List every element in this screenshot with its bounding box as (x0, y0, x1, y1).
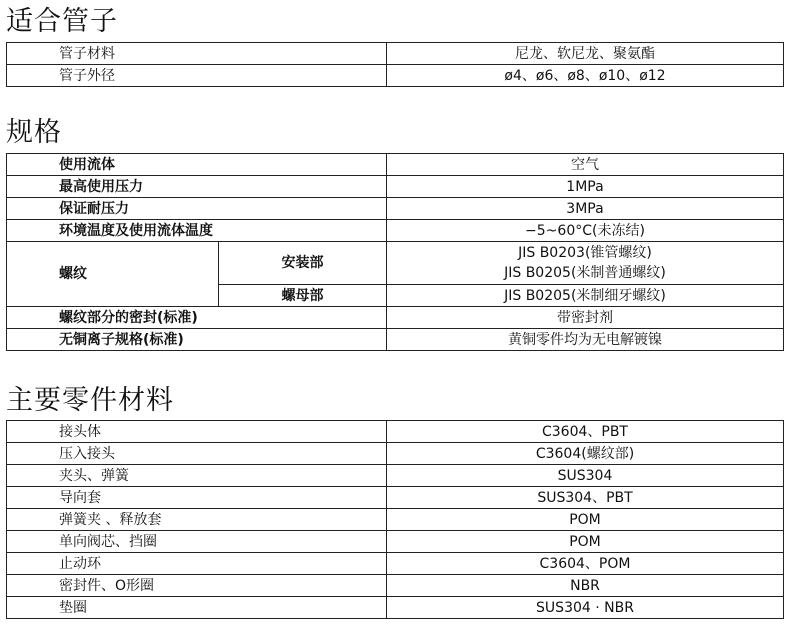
row-label: 接头体 (7, 421, 387, 443)
table-row (7, 307, 784, 329)
row-label: 止动环 (7, 553, 387, 575)
row-value: C3604、POM (387, 553, 784, 575)
table-row (7, 487, 784, 509)
table-row (7, 465, 784, 487)
row-value: NBR (387, 575, 784, 597)
thread-nut-label: 螺母部 (219, 285, 387, 307)
row-value: SUS304 · NBR (387, 597, 784, 619)
row-value: C3604(螺纹部) (387, 443, 784, 465)
row-label: 密封件、O形圈 (7, 575, 387, 597)
row-value: ø4、ø6、ø8、ø10、ø12 (387, 65, 784, 87)
row-label: 管子材料 (7, 43, 387, 65)
parts-table (6, 420, 784, 619)
thread-install-value-line: JIS B0205(米制普通螺纹) (504, 265, 666, 281)
row-label: 最高使用压力 (7, 176, 387, 198)
section-title-parts: 主要零件材料 (6, 385, 174, 416)
row-value: POM (387, 531, 784, 553)
row-value: C3604、PBT (387, 421, 784, 443)
table-row (7, 553, 784, 575)
section-title-tubes: 适合管子 (6, 6, 118, 37)
row-label: 无铜离子规格(标准) (7, 329, 387, 351)
table-row (7, 220, 784, 242)
thread-install-value (387, 242, 784, 285)
row-label: 弹簧夹 、释放套 (7, 509, 387, 531)
row-value: POM (387, 509, 784, 531)
thread-nut-value: JIS B0205(米制细牙螺纹) (387, 285, 784, 307)
thread-install-value-line: JIS B0203(锥管螺纹) (518, 245, 652, 261)
table-row (7, 43, 784, 65)
table-row (7, 509, 784, 531)
table-row (7, 531, 784, 553)
section-title-specs: 规格 (6, 117, 62, 148)
table-row (7, 242, 784, 285)
table-row (7, 597, 784, 619)
specs-table (6, 153, 784, 351)
table-row (7, 443, 784, 465)
row-value: −5~60°C(未冻结) (387, 220, 784, 242)
row-label: 环境温度及使用流体温度 (7, 220, 387, 242)
row-value: 3MPa (387, 198, 784, 220)
row-label: 单向阀芯、挡圈 (7, 531, 387, 553)
row-value: 黄铜零件均为无电解镀镍 (387, 329, 784, 351)
table-row (7, 198, 784, 220)
row-label: 垫圈 (7, 597, 387, 619)
table-row (7, 65, 784, 87)
row-value: 尼龙、软尼龙、聚氨酯 (387, 43, 784, 65)
row-label: 夹头、弹簧 (7, 465, 387, 487)
row-label: 保证耐压力 (7, 198, 387, 220)
thread-install-label: 安装部 (219, 242, 387, 285)
table-row (7, 575, 784, 597)
row-label: 管子外径 (7, 65, 387, 87)
row-value: 带密封剂 (387, 307, 784, 329)
table-row (7, 154, 784, 176)
row-value: SUS304 (387, 465, 784, 487)
table-row (7, 421, 784, 443)
thread-label: 螺纹 (7, 242, 219, 307)
row-label: 导向套 (7, 487, 387, 509)
row-value: SUS304、PBT (387, 487, 784, 509)
table-row (7, 329, 784, 351)
row-label: 压入接头 (7, 443, 387, 465)
row-value: 空气 (387, 154, 784, 176)
row-value: 1MPa (387, 176, 784, 198)
table-row (7, 176, 784, 198)
row-label: 螺纹部分的密封(标准) (7, 307, 387, 329)
row-label: 使用流体 (7, 154, 387, 176)
tubes-table (6, 42, 784, 87)
